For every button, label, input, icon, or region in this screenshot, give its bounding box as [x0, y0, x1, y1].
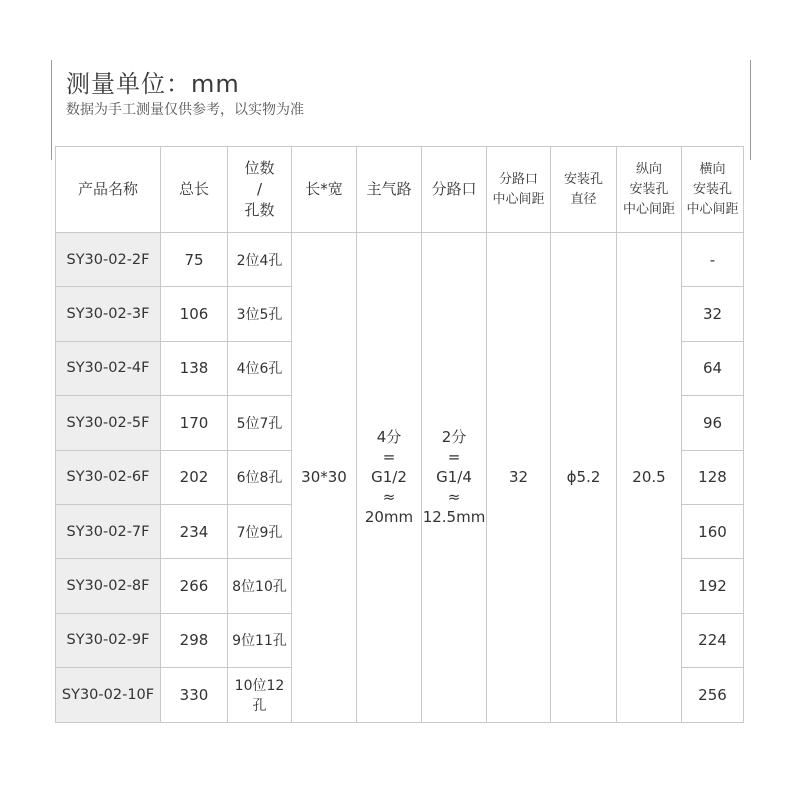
- header-main-air: 主气路: [357, 147, 422, 233]
- cell-length: 138: [161, 341, 228, 395]
- left-rule: [51, 60, 52, 160]
- cell-length: 106: [161, 287, 228, 341]
- cell-main-air: 4分 = G1/2 ≈ 20mm: [357, 233, 422, 723]
- page-title: 测量单位：mm: [66, 70, 240, 98]
- cell-product-name: SY30-02-6F: [56, 450, 161, 504]
- right-rule: [750, 60, 751, 160]
- cell-horizontal-spacing: 64: [682, 341, 744, 395]
- cell-product-name: SY30-02-9F: [56, 613, 161, 667]
- cell-horizontal-spacing: 224: [682, 613, 744, 667]
- cell-branch: 2分 = G1/4 ≈ 12.5mm: [422, 233, 487, 723]
- cell-horizontal-spacing: 128: [682, 450, 744, 504]
- cell-length: 298: [161, 613, 228, 667]
- header-hole-diameter: 安装孔 直径: [551, 147, 617, 233]
- cell-length: 234: [161, 504, 228, 558]
- cell-positions: 10位12孔: [228, 668, 292, 722]
- header-vertical-spacing: 纵向 安装孔 中心间距: [617, 147, 682, 233]
- cell-product-name: SY30-02-7F: [56, 504, 161, 558]
- cell-product-name: SY30-02-4F: [56, 341, 161, 395]
- cell-horizontal-spacing: 160: [682, 504, 744, 558]
- header-name: 产品名称: [56, 147, 161, 233]
- cell-positions: 7位9孔: [228, 504, 292, 558]
- cell-hole-diameter: ϕ5.2: [551, 233, 617, 723]
- header-horizontal-spacing: 横向 安装孔 中心间距: [682, 147, 744, 233]
- cell-horizontal-spacing: 96: [682, 396, 744, 450]
- spec-table: [55, 146, 744, 723]
- cell-product-name: SY30-02-3F: [56, 287, 161, 341]
- header-branch-spacing: 分路口 中心间距: [487, 147, 551, 233]
- cell-horizontal-spacing: 256: [682, 668, 744, 722]
- table-row: [56, 233, 744, 287]
- cell-positions: 2位4孔: [228, 233, 292, 287]
- header-size: 长*宽: [292, 147, 357, 233]
- page-subtitle: 数据为手工测量仅供参考，以实物为准: [66, 102, 304, 118]
- cell-length: 170: [161, 396, 228, 450]
- cell-length: 266: [161, 559, 228, 613]
- cell-product-name: SY30-02-5F: [56, 396, 161, 450]
- cell-positions: 3位5孔: [228, 287, 292, 341]
- cell-size: 30*30: [292, 233, 357, 723]
- cell-product-name: SY30-02-2F: [56, 233, 161, 287]
- cell-length: 330: [161, 668, 228, 722]
- header-length: 总长: [161, 147, 228, 233]
- header-positions: 位数 / 孔数: [228, 147, 292, 233]
- header-branch: 分路口: [422, 147, 487, 233]
- cell-positions: 5位7孔: [228, 396, 292, 450]
- cell-length: 75: [161, 233, 228, 287]
- cell-horizontal-spacing: -: [682, 233, 744, 287]
- cell-product-name: SY30-02-10F: [56, 668, 161, 722]
- cell-positions: 8位10孔: [228, 559, 292, 613]
- cell-vertical-spacing: 20.5: [617, 233, 682, 723]
- cell-length: 202: [161, 450, 228, 504]
- cell-positions: 9位11孔: [228, 613, 292, 667]
- cell-product-name: SY30-02-8F: [56, 559, 161, 613]
- cell-branch-spacing: 32: [487, 233, 551, 723]
- cell-positions: 6位8孔: [228, 450, 292, 504]
- cell-horizontal-spacing: 192: [682, 559, 744, 613]
- cell-horizontal-spacing: 32: [682, 287, 744, 341]
- table-header-row: [56, 147, 744, 233]
- cell-positions: 4位6孔: [228, 341, 292, 395]
